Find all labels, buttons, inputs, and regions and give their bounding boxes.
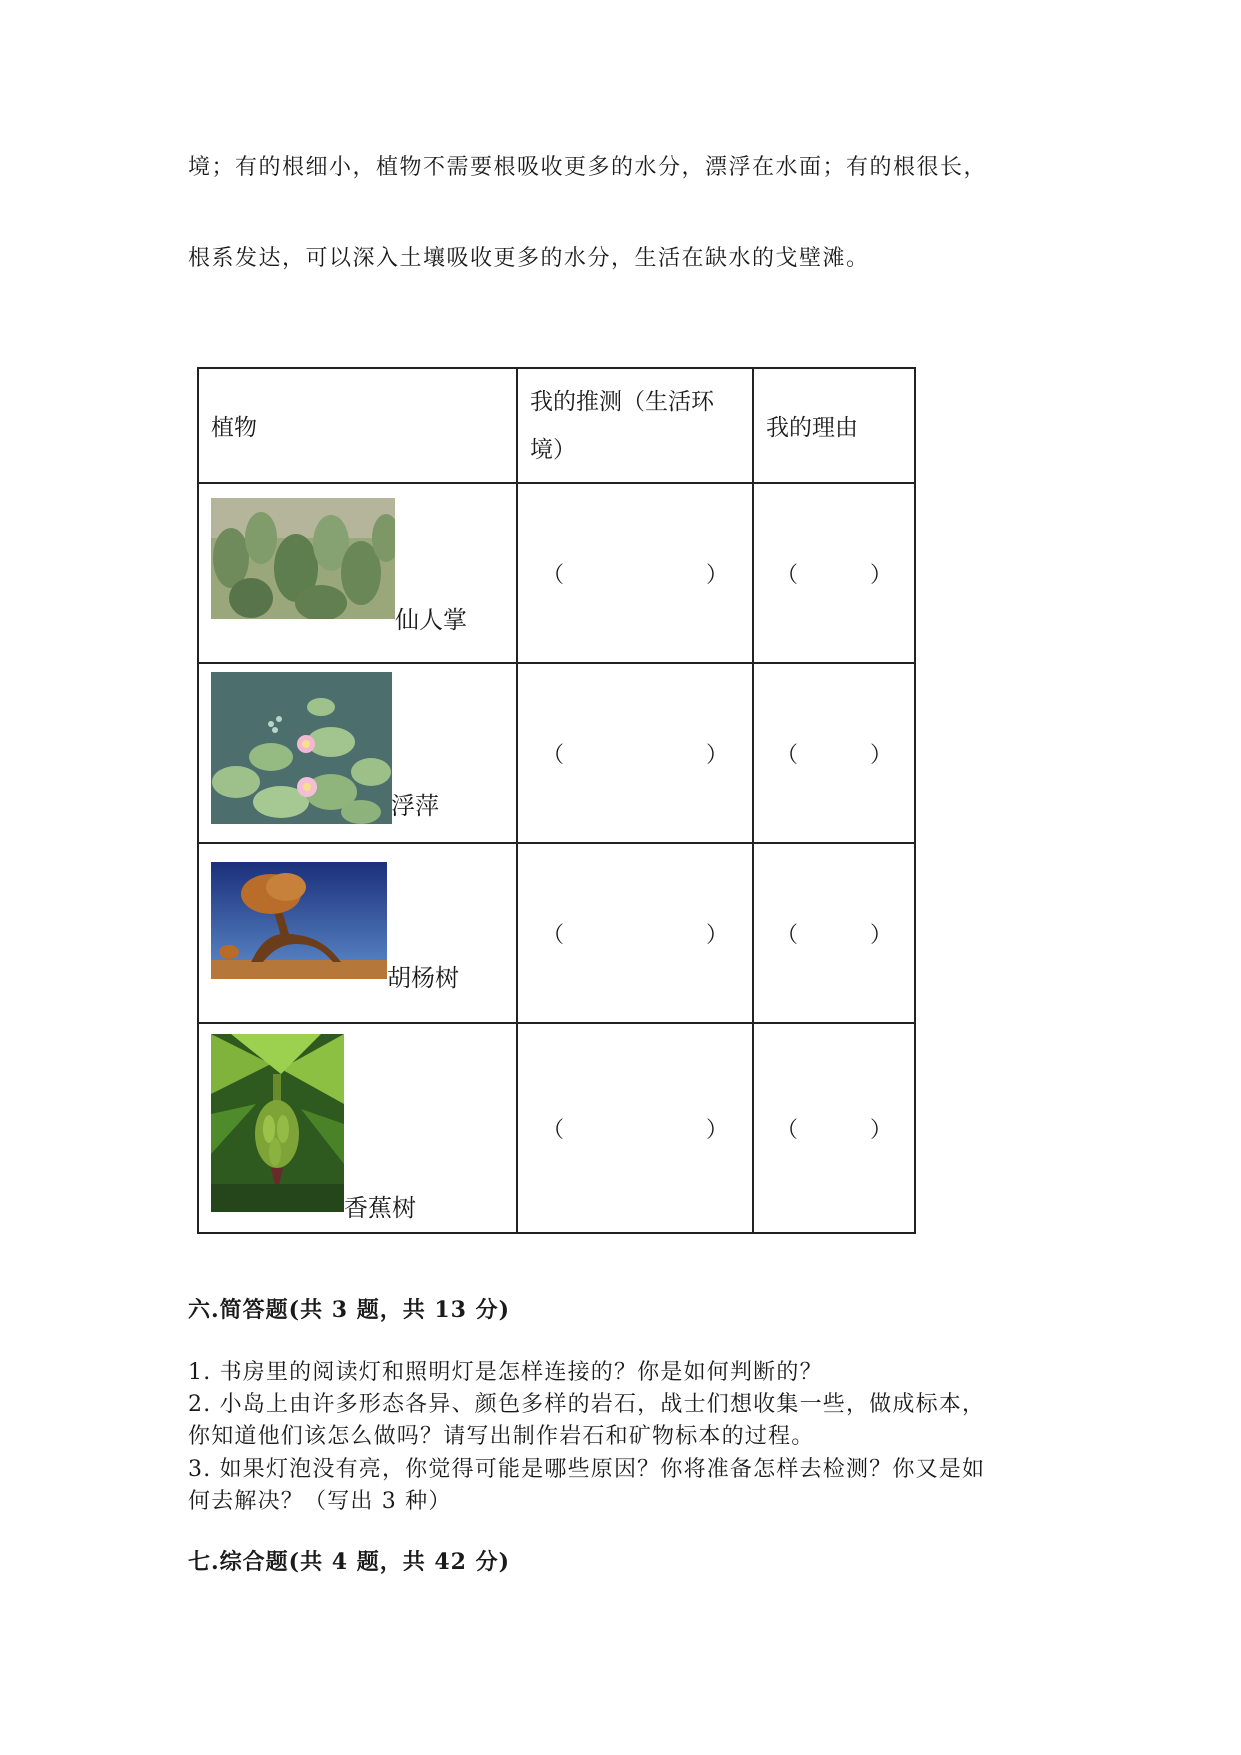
paren-close: ）: [705, 742, 728, 768]
paren-close: ）: [869, 562, 892, 588]
paren-open: （: [776, 742, 799, 768]
guess-answer-cell[interactable]: [517, 843, 753, 1023]
desert-poplar-photo: [211, 862, 387, 979]
guess-answer-cell[interactable]: [517, 483, 753, 663]
paren-close: ）: [869, 742, 892, 768]
question-2-line-1: 2. 小岛上由许多形态各异、颜色多样的岩石，战士们想收集一些，做成标本，: [188, 1392, 986, 1417]
plant-cell: [198, 663, 517, 843]
paren-open: （: [776, 1117, 799, 1143]
paren-open: （: [542, 742, 565, 768]
table-row: [198, 663, 915, 843]
reason-answer-cell[interactable]: [753, 1023, 915, 1233]
paren-close: ）: [705, 1117, 728, 1143]
table-row: [198, 483, 915, 663]
section-6-title: 六.简答题(共 3 题，共 13 分): [188, 1297, 511, 1323]
header-reason: 我的理由: [753, 368, 915, 483]
plant-name: 胡杨树: [387, 964, 459, 992]
paragraph-line-2: 根系发达，可以深入土壤吸收更多的水分，生活在缺水的戈壁滩。: [188, 246, 870, 271]
guess-answer-cell[interactable]: [517, 1023, 753, 1233]
paren-close: ）: [869, 922, 892, 948]
question-3-line-1: 3. 如果灯泡没有亮，你觉得可能是哪些原因？你将准备怎样去检测？你又是如: [188, 1457, 986, 1482]
header-guess: [517, 368, 753, 483]
question-3-line-2: 何去解决？（写出 3 种）: [188, 1489, 452, 1514]
plant-table: [197, 367, 916, 1234]
paragraph-line-1: 境；有的根细小，植物不需要根吸收更多的水分，漂浮在水面；有的根很长，: [188, 155, 988, 180]
paren-close: ）: [705, 562, 728, 588]
reason-answer-cell[interactable]: [753, 843, 915, 1023]
plant-cell: [198, 483, 517, 663]
paren-open: （: [776, 922, 799, 948]
paren-open: （: [542, 562, 565, 588]
reason-answer-cell[interactable]: [753, 663, 915, 843]
paren-open: （: [776, 562, 799, 588]
question-1: 1. 书房里的阅读灯和照明灯是怎样连接的？你是如何判断的？: [188, 1360, 823, 1385]
paren-open: （: [542, 1117, 565, 1143]
paren-close: ）: [869, 1117, 892, 1143]
paren-close: ）: [705, 922, 728, 948]
header-plant: 植物: [198, 368, 517, 483]
plant-cell: [198, 843, 517, 1023]
table-row: [198, 1023, 915, 1233]
plant-name: 浮萍: [391, 792, 439, 820]
plant-cell: [198, 1023, 517, 1233]
table-row: [198, 843, 915, 1023]
banana-tree-photo: [211, 1034, 344, 1212]
paren-open: （: [542, 922, 565, 948]
header-guess-line-2: 境）: [530, 436, 576, 463]
question-2-line-2: 你知道他们该怎么做吗？请写出制作岩石和矿物标本的过程。: [188, 1424, 815, 1449]
reason-answer-cell[interactable]: [753, 483, 915, 663]
cactus-photo: [211, 498, 395, 619]
table-header-row: [198, 368, 915, 483]
plant-name: 香蕉树: [344, 1194, 416, 1222]
section-7-title: 七.综合题(共 4 题，共 42 分): [188, 1549, 511, 1575]
guess-answer-cell[interactable]: [517, 663, 753, 843]
lily-pond-photo: [211, 672, 392, 824]
header-guess-line-1: 我的推测（生活环: [530, 388, 714, 415]
plant-name: 仙人掌: [395, 606, 467, 634]
